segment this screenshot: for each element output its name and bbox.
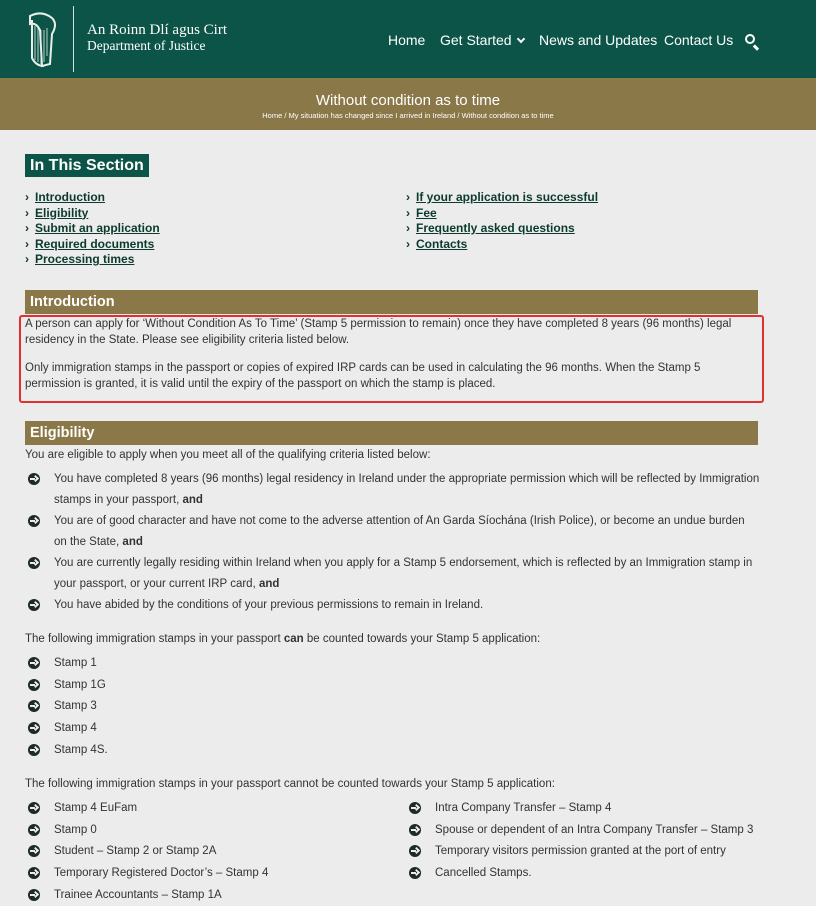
toc-link-introduction[interactable]: Introduction bbox=[35, 190, 105, 204]
toc-item bbox=[25, 252, 160, 268]
toc-item bbox=[406, 237, 598, 253]
logo-line-irish: An Roinn Dlí agus Cirt bbox=[87, 22, 228, 38]
breadcrumb-home[interactable]: Home bbox=[262, 111, 283, 120]
chevron-right-icon: › bbox=[406, 221, 410, 235]
toc-item bbox=[25, 221, 160, 237]
list-item bbox=[406, 841, 806, 863]
list-item bbox=[25, 841, 395, 863]
list-item bbox=[25, 469, 760, 511]
list-item bbox=[25, 740, 108, 762]
cannot-count-stamps-right bbox=[406, 798, 806, 885]
can-count-stamps-list bbox=[25, 653, 108, 761]
toc-right-column bbox=[406, 190, 598, 252]
stamp-label: Intra Company Transfer – Stamp 4 bbox=[435, 802, 612, 814]
stamp-label: Cancelled Stamps. bbox=[435, 867, 532, 880]
nav-home[interactable]: Home bbox=[388, 32, 426, 48]
arrow-circle-icon bbox=[28, 744, 40, 756]
arrow-circle-icon bbox=[409, 802, 421, 814]
stamp-label: Temporary visitors permission granted at the port of entry bbox=[435, 845, 726, 858]
toc-item bbox=[25, 237, 160, 253]
chevron-right-icon: › bbox=[406, 236, 410, 251]
page-banner bbox=[0, 78, 816, 130]
arrow-circle-icon bbox=[28, 722, 40, 734]
arrow-circle-icon bbox=[28, 700, 40, 712]
breadcrumb-situation-changed[interactable]: My situation has changed since I arrived in Ireland bbox=[288, 111, 456, 120]
stamp-label: Stamp 3 bbox=[54, 700, 97, 713]
chevron-right-icon: › bbox=[25, 205, 29, 220]
arrow-circle-icon bbox=[28, 657, 40, 669]
nav-news-and-updates[interactable]: News and Updates bbox=[539, 32, 658, 48]
toc-item bbox=[406, 206, 598, 222]
list-item bbox=[406, 820, 806, 842]
stamp-label: Stamp 4 EuFam bbox=[54, 802, 138, 814]
search-icon[interactable] bbox=[745, 34, 759, 48]
toc-link-contacts[interactable]: Contacts bbox=[416, 236, 468, 251]
list-item bbox=[406, 798, 806, 820]
stamp-label: Stamp 4 bbox=[54, 722, 97, 735]
list-item bbox=[406, 863, 806, 885]
can-count-intro bbox=[25, 632, 755, 648]
list-item bbox=[25, 595, 760, 616]
toc-link-required-documents[interactable]: Required documents bbox=[35, 236, 155, 251]
chevron-right-icon: › bbox=[25, 252, 29, 266]
criterion-text: You are of good character and have not come to the adverse attention of An Garda Síochána (Irish Police), or become an undue burden on the State, bbox=[54, 515, 745, 548]
in-this-section-heading: In This Section bbox=[25, 154, 149, 177]
toc-item bbox=[406, 221, 598, 237]
stamp-label: Stamp 4S. bbox=[54, 743, 108, 756]
introduction-paragraph-1: A person can apply for ‘Without Condition As To Time’ (Stamp 5 permission to remain) once they have completed 8 years (96 months) legal residency in the State. Please see eligibility criteria listed below. bbox=[25, 318, 732, 346]
stamp-label: Trainee Accountants – Stamp 1A bbox=[54, 888, 222, 901]
arrow-circle-icon bbox=[28, 802, 40, 814]
chevron-right-icon: › bbox=[406, 190, 410, 204]
chevron-down-icon bbox=[516, 35, 524, 43]
arrow-circle-icon bbox=[28, 557, 40, 569]
toc-link-processing-times[interactable]: Processing times bbox=[35, 252, 135, 266]
stamp-label: Stamp 0 bbox=[54, 823, 97, 836]
arrow-circle-icon bbox=[28, 599, 40, 611]
cannot-count-intro: The following immigration stamps in your passport cannot be counted towards your Stamp 5 application: bbox=[25, 778, 555, 790]
toc-item bbox=[25, 190, 160, 206]
arrow-circle-icon bbox=[28, 515, 40, 527]
main-nav bbox=[0, 32, 816, 50]
eligibility-intro: You are eligible to apply when you meet all of the qualifying criteria listed below: bbox=[25, 449, 431, 461]
list-item bbox=[25, 798, 395, 820]
arrow-circle-icon bbox=[409, 845, 421, 857]
list-item bbox=[25, 885, 395, 906]
stamp-label: Spouse or dependent of an Intra Company Transfer – Stamp 3 bbox=[435, 823, 754, 836]
eligibility-heading: Eligibility bbox=[25, 421, 758, 445]
arrow-circle-icon bbox=[28, 889, 40, 901]
eligibility-criteria-list bbox=[25, 469, 760, 616]
toc-item bbox=[406, 190, 598, 206]
chevron-right-icon: › bbox=[25, 221, 29, 235]
nav-get-started-label: Get Started bbox=[440, 32, 512, 48]
stamp-label: Stamp 1 bbox=[54, 657, 97, 669]
stamp-label: Student – Stamp 2 or Stamp 2A bbox=[54, 845, 217, 858]
toc-link-submit-application[interactable]: Submit an application bbox=[35, 221, 160, 235]
toc-item bbox=[25, 206, 160, 222]
introduction-paragraph-2: Only immigration stamps in the passport or copies of expired IRP cards can be used in calculating the 96 months. When the Stamp 5 permission is granted, it is valid until the expiry of the passport on which the stamp is placed. bbox=[25, 362, 701, 390]
toc-link-eligibility[interactable]: Eligibility bbox=[35, 205, 89, 220]
list-item bbox=[25, 511, 760, 553]
highlight-box bbox=[19, 315, 764, 403]
chevron-right-icon: › bbox=[25, 236, 29, 251]
breadcrumb: Home / My situation has changed since I arrived in Ireland / Without condition as to time bbox=[262, 111, 554, 120]
can-intro-bold: can bbox=[283, 633, 304, 645]
list-item bbox=[25, 553, 760, 595]
list-item bbox=[25, 863, 395, 885]
criterion-text: You are currently legally residing within Ireland when you apply for a Stamp 5 endorsement, which is reflected by an Immigration stamp in your passport, or your current IRP card, bbox=[54, 557, 753, 590]
can-intro-post: be counted towards your Stamp 5 application: bbox=[303, 633, 541, 645]
introduction-heading: Introduction bbox=[25, 290, 758, 314]
arrow-circle-icon bbox=[409, 824, 421, 836]
toc-left-column bbox=[25, 190, 160, 268]
chevron-right-icon: › bbox=[25, 190, 29, 204]
site-header bbox=[0, 0, 816, 78]
cannot-count-stamps-left bbox=[25, 798, 395, 906]
criterion-conjunction: and bbox=[182, 494, 203, 506]
arrow-circle-icon bbox=[28, 845, 40, 857]
list-item bbox=[25, 696, 108, 718]
toc-link-fee[interactable]: Fee bbox=[416, 205, 437, 220]
nav-contact-us[interactable]: Contact Us bbox=[664, 32, 734, 48]
nav-get-started[interactable] bbox=[440, 32, 524, 48]
arrow-circle-icon bbox=[28, 824, 40, 836]
can-intro-pre: The following immigration stamps in your passport bbox=[25, 633, 284, 645]
criterion-conjunction: and bbox=[258, 578, 280, 590]
arrow-circle-icon bbox=[28, 867, 40, 879]
list-item bbox=[25, 675, 108, 697]
criterion-text: You have abided by the conditions of your previous permissions to remain in Ireland. bbox=[54, 599, 484, 611]
logo-line-english: Department of Justice bbox=[87, 38, 206, 53]
arrow-circle-icon bbox=[409, 867, 421, 879]
arrow-circle-icon bbox=[28, 473, 40, 485]
page-title: Without condition as to time bbox=[315, 92, 501, 109]
criterion-text: You have completed 8 years (96 months) legal residency in Ireland under the appropriate permission which will be reflected by Immigration stamps in your passport, bbox=[54, 473, 760, 506]
chevron-right-icon: › bbox=[406, 205, 410, 220]
toc-link-faq[interactable]: Frequently asked questions bbox=[416, 221, 575, 235]
criterion-conjunction: and bbox=[122, 536, 143, 548]
arrow-circle-icon bbox=[28, 679, 40, 691]
list-item bbox=[25, 718, 108, 740]
stamp-label: Stamp 1G bbox=[54, 678, 106, 691]
toc-link-application-successful[interactable]: If your application is successful bbox=[416, 190, 599, 204]
list-item bbox=[25, 653, 108, 675]
list-item bbox=[25, 820, 395, 842]
stamp-label: Temporary Registered Doctor’s – Stamp 4 bbox=[54, 867, 269, 880]
breadcrumb-current: Without condition as to time bbox=[461, 111, 554, 120]
